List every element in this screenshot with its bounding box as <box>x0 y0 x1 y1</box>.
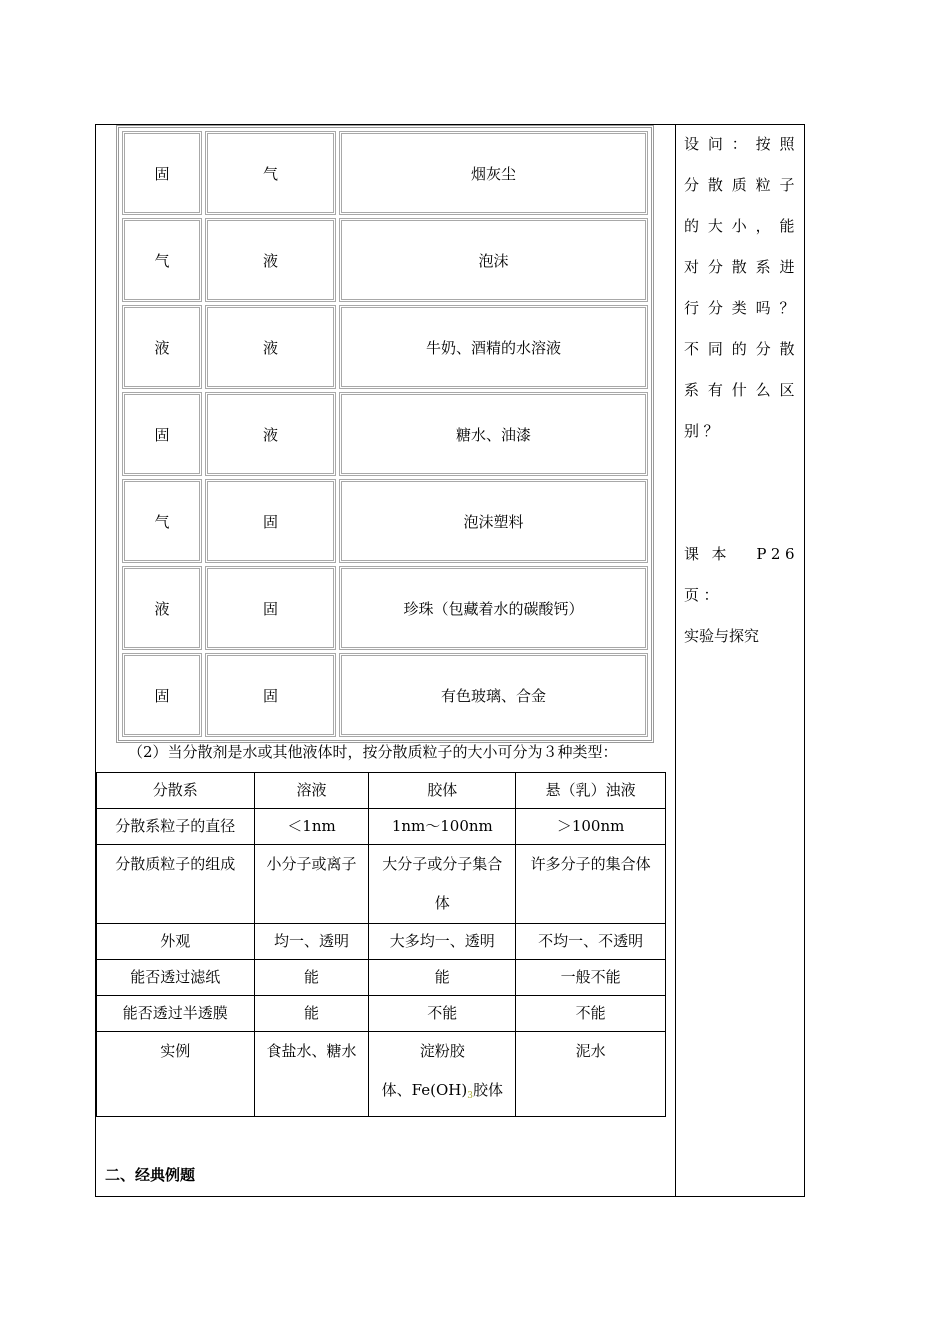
table-row <box>97 1032 666 1117</box>
table-cell: 小分子或离子 <box>254 845 369 924</box>
medium-cell: 液 <box>205 305 336 389</box>
colloid-line2-prefix: 体、Fe(OH) <box>381 1081 468 1099</box>
side-notes <box>684 124 799 657</box>
table-cell: 能 <box>254 996 369 1032</box>
row-label: 能否透过半透膜 <box>97 996 255 1032</box>
dispersoid-cell: 液 <box>122 305 202 389</box>
table-row <box>122 653 648 737</box>
reference-line2: 实验与探究 <box>684 627 760 645</box>
row-label: 分散系粒子的直径 <box>97 809 255 845</box>
table-cell: 一般不能 <box>516 960 666 996</box>
colloid-line2-suffix: 胶体 <box>472 1081 503 1099</box>
table-cell: 大多均一、透明 <box>369 924 516 960</box>
table-cell: ＞100nm <box>516 809 666 845</box>
medium-cell: 固 <box>205 566 336 650</box>
table-cell: 食盐水、糖水 <box>254 1032 369 1117</box>
example-cell: 烟灰尘 <box>339 131 648 215</box>
table-cell: ＜1nm <box>254 809 369 845</box>
section-heading: 二、经典例题 <box>105 1166 196 1184</box>
row-label: 能否透过滤纸 <box>97 960 255 996</box>
header-cell: 分散系 <box>97 773 255 809</box>
dispersoid-cell: 液 <box>122 566 202 650</box>
dispersoid-cell: 气 <box>122 218 202 302</box>
table-row <box>122 218 648 302</box>
example-cell: 泡沫塑料 <box>339 479 648 563</box>
section2-text: （2）当分散剂是水或其他液体时，按分散质粒子的大小可分为３种类型： <box>128 743 618 761</box>
table-row <box>122 392 648 476</box>
table-cell: 均一、透明 <box>254 924 369 960</box>
table-cell: 泥水 <box>516 1032 666 1117</box>
question-note: 设问：按照分散质粒子的大小，能对分散系进行分类吗？不同的分散系有什么区别？ <box>684 135 799 440</box>
table-row <box>97 845 666 924</box>
example-cell: 牛奶、酒精的水溶液 <box>339 305 648 389</box>
table-row <box>97 924 666 960</box>
table-cell: 大分子或分子集合体 <box>369 845 516 924</box>
example-cell: 珍珠（包藏着水的碳酸钙） <box>339 566 648 650</box>
subscript-3: 3 <box>467 1091 473 1101</box>
dispersoid-cell: 固 <box>122 131 202 215</box>
dispersion-type-table <box>116 125 654 743</box>
medium-cell: 液 <box>205 218 336 302</box>
dispersoid-cell: 气 <box>122 479 202 563</box>
medium-cell: 液 <box>205 392 336 476</box>
row-label: 实例 <box>97 1032 255 1117</box>
dispersoid-cell: 固 <box>122 392 202 476</box>
header-cell: 胶体 <box>369 773 516 809</box>
dispersoid-cell: 固 <box>122 653 202 737</box>
column-divider <box>675 124 676 1197</box>
comparison-table <box>96 772 666 1117</box>
table-row <box>122 566 648 650</box>
reference-line1: 课本 P26 页： <box>684 545 799 604</box>
medium-cell: 气 <box>205 131 336 215</box>
table-cell: 能 <box>254 960 369 996</box>
table-cell: 能 <box>369 960 516 996</box>
spacer <box>684 452 799 534</box>
table-cell: 许多分子的集合体 <box>516 845 666 924</box>
table-row <box>122 305 648 389</box>
table-header-row <box>97 773 666 809</box>
table-cell: 不能 <box>516 996 666 1032</box>
table-row <box>122 479 648 563</box>
example-cell: 有色玻璃、合金 <box>339 653 648 737</box>
row-label: 外观 <box>97 924 255 960</box>
example-cell: 糖水、油漆 <box>339 392 648 476</box>
example-cell: 泡沫 <box>339 218 648 302</box>
table-row <box>97 809 666 845</box>
table-row <box>97 996 666 1032</box>
medium-cell: 固 <box>205 479 336 563</box>
table-row <box>122 131 648 215</box>
table-cell: 不均一、不透明 <box>516 924 666 960</box>
medium-cell: 固 <box>205 653 336 737</box>
table-cell: 1nm～100nm <box>369 809 516 845</box>
header-cell: 溶液 <box>254 773 369 809</box>
header-cell: 悬（乳）浊液 <box>516 773 666 809</box>
table-row <box>97 960 666 996</box>
table-cell: 不能 <box>369 996 516 1032</box>
table-cell <box>369 1032 516 1117</box>
colloid-line1: 淀粉胶 <box>419 1042 465 1060</box>
row-label: 分散质粒子的组成 <box>97 845 255 924</box>
